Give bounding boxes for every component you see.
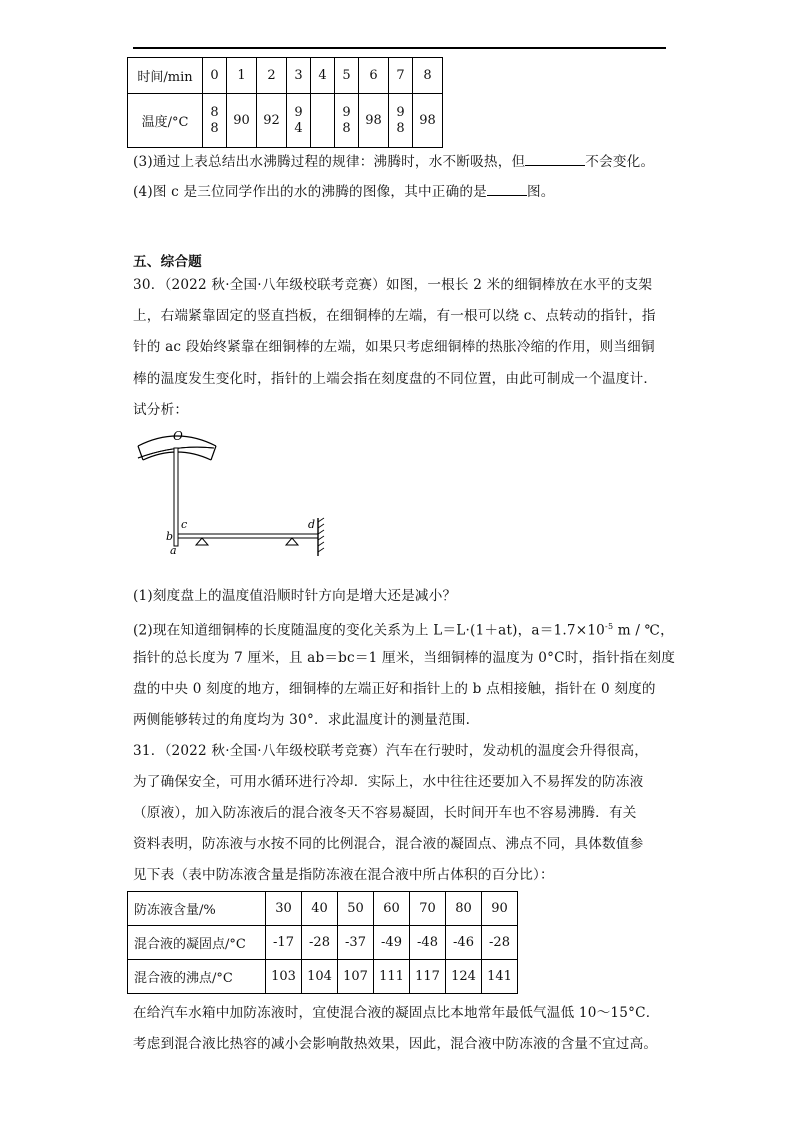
top-rule xyxy=(133,47,666,49)
q4-text-b: 图。 xyxy=(526,184,555,200)
q31-line: （原液），加入防冻液后的混合液冬天不容易凝固，长时间开车也不容易沸腾．有关 xyxy=(133,805,637,821)
q30-sub2-line: 指针的总长度为 7 厘米，且 ab＝bc＝1 厘米，当细铜棒的温度为 0°C时，指针指在刻度 xyxy=(133,650,676,666)
q30-line: 试分析： xyxy=(133,402,189,418)
header-time: 时间/min xyxy=(128,58,203,94)
content-cell: 40 xyxy=(302,892,338,926)
q31-line: 见下表（表中防冻液含量是指防冻液在混合液中所占体积的百分比）： xyxy=(133,867,554,883)
question-4 xyxy=(133,182,555,202)
freezing-cell: -48 xyxy=(410,926,446,960)
q31-after-line: 在给汽车水箱中加防冻液时，宜使混合液的凝固点比本地常年最低气温低 10～15°C． xyxy=(133,1005,660,1021)
q30-sub2-line: 盘的中央 0 刻度的地方，细铜棒的左端正好和指针上的 b 点相接触，指针在 0 刻度的 xyxy=(133,681,656,697)
temp-cell: 8 8 xyxy=(203,94,227,148)
freezing-cell: -37 xyxy=(338,926,374,960)
time-cell: 3 xyxy=(287,58,311,94)
thermometer-diagram xyxy=(128,428,348,560)
temp-cell xyxy=(311,94,335,148)
temp-cell: 9 8 xyxy=(335,94,359,148)
boiling-cell: 124 xyxy=(446,960,482,994)
row-label-freezing: 混合液的凝固点/°C xyxy=(128,926,266,960)
q31-line: 资料表明，防冻液与水按不同的比例混合，混合液的凝固点、沸点不同，具体数值参 xyxy=(133,836,644,852)
freezing-cell: -28 xyxy=(302,926,338,960)
boiling-data-table xyxy=(127,57,443,148)
temp-cell: 90 xyxy=(227,94,257,148)
label-c: c xyxy=(181,518,188,531)
q30-line: 上，右端紧靠固定的竖直挡板，在细铜棒的左端，有一根可以绕 c、点转动的指针，指 xyxy=(133,308,656,324)
temp-cell: 98 xyxy=(413,94,443,148)
label-d: d xyxy=(308,518,316,531)
content-cell: 70 xyxy=(410,892,446,926)
antifreeze-table xyxy=(127,891,518,994)
boiling-cell: 111 xyxy=(374,960,410,994)
q30-line: 棒的温度发生变化时，指针的上端会指在刻度盘的不同位置，由此可制成一个温度计． xyxy=(133,371,658,387)
boiling-cell: 107 xyxy=(338,960,374,994)
freezing-cell: -28 xyxy=(482,926,518,960)
content-cell: 90 xyxy=(482,892,518,926)
copper-rod xyxy=(178,534,318,538)
pointer xyxy=(174,448,178,546)
content-cell: 80 xyxy=(446,892,482,926)
section-heading: 五、综合题 xyxy=(133,254,202,270)
temp-cell: 9 4 xyxy=(287,94,311,148)
boiling-cell: 117 xyxy=(410,960,446,994)
q30-sub2-exponent: -5 xyxy=(605,622,614,631)
support-left xyxy=(196,538,208,545)
freezing-cell: -17 xyxy=(266,926,302,960)
q31-line: 31．（2022 秋·全国·八年级校联考竞赛）汽车在行驶时，发动机的温度会升得很高， xyxy=(133,743,649,759)
q30-line: 30．（2022 秋·全国·八年级校联考竞赛）如图，一根长 2 米的细铜棒放在水平的支架 xyxy=(133,277,653,293)
q30-line: 针的 ac 段始终紧靠在细铜棒的左端，如果只考虑细铜棒的热胀冷缩的作用，则当细铜 xyxy=(133,339,655,355)
time-cell: 0 xyxy=(203,58,227,94)
time-cell: 2 xyxy=(257,58,287,94)
q30-sub2-line1-b: m / ℃， xyxy=(613,622,674,639)
time-cell: 8 xyxy=(413,58,443,94)
q4-text-a: (4)图 c 是三位同学作出的水的沸腾的图像，其中正确的是 xyxy=(133,184,487,200)
boiling-cell: 141 xyxy=(482,960,518,994)
q30-sub2-line1-a: (2)现在知道细铜棒的长度随温度的变化关系为上 L＝L·(1＋at)，a＝1.7×10 xyxy=(133,622,606,639)
row-label-content: 防冻液含量/% xyxy=(128,892,266,926)
header-temp: 温度/°C xyxy=(128,94,203,148)
q3-text-b: 不会变化。 xyxy=(585,154,655,170)
freezing-cell: -46 xyxy=(446,926,482,960)
label-O: O xyxy=(173,429,183,443)
q30-sub2-line: 两侧能够转过的角度均为 30°．求此温度计的测量范围. xyxy=(133,712,471,728)
temp-cell: 92 xyxy=(257,94,287,148)
time-cell: 5 xyxy=(335,58,359,94)
time-cell: 4 xyxy=(311,58,335,94)
freezing-cell: -49 xyxy=(374,926,410,960)
q3-text-a: (3)通过上表总结出水沸腾过程的规律：沸腾时，水不断吸热，但 xyxy=(133,154,526,170)
question-3 xyxy=(133,152,654,172)
time-cell: 7 xyxy=(389,58,413,94)
content-cell: 30 xyxy=(266,892,302,926)
boiling-cell: 104 xyxy=(302,960,338,994)
label-b: b xyxy=(166,530,174,543)
q30-sub1: (1)刻度盘上的温度值沿顺时针方向是增大还是减小？ xyxy=(133,588,457,604)
content-cell: 50 xyxy=(338,892,374,926)
content-cell: 60 xyxy=(374,892,410,926)
temp-cell: 98 xyxy=(359,94,389,148)
boiling-cell: 103 xyxy=(266,960,302,994)
row-label-boiling: 混合液的沸点/°C xyxy=(128,960,266,994)
q31-after-line: 考虑到混合液比热容的减小会影响散热效果，因此，混合液中防冻液的含量不宜过高。 xyxy=(133,1036,658,1052)
time-cell: 1 xyxy=(227,58,257,94)
label-a: a xyxy=(170,544,177,557)
temp-cell: 9 8 xyxy=(389,94,413,148)
q31-line: 为了确保安全，可用水循环进行冷却．实际上，水中往往还要加入不易挥发的防冻液 xyxy=(133,774,644,790)
q3-answer-blank[interactable] xyxy=(525,153,585,166)
q30-sub2-line1 xyxy=(133,617,674,641)
time-cell: 6 xyxy=(359,58,389,94)
q4-answer-blank[interactable] xyxy=(487,183,527,196)
support-right xyxy=(286,538,298,545)
